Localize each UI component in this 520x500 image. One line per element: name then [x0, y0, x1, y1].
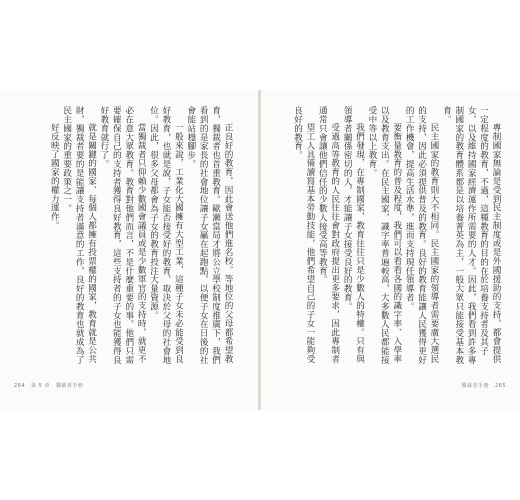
- left-paragraph-1: 正良好的教育，因此會送他們進名校。等地位的父母都希望教育，獨裁者也首重教育。歐瀬當局才將公立學校制度推廣下，我們看到的是家長的社會地位讓子女贏在起跑點，以便子女在日後的社會能站穩腳步。: [185, 106, 233, 365]
- right-paragraph-4: 我們發現，在專制國家，教育往往只是少數人的特權。只有與領導者關係密切的人，才能讓子女接受良好的教育。: [342, 106, 365, 364]
- left-paragraph-5: 好反映了國家的權力運作。: [49, 123, 60, 230]
- left-paragraph-3: 當獨裁者只仰賴少數國會議員或是少數軍官的支持時，就更不必在意大眾教育。教育對他們而言，不是什麼重要的事。他們只需要確保自己的支持者獲得良好教育，這些支持者的子女也能獲得良好教育就行了。: [98, 106, 147, 365]
- left-chapter-label: 第 5 章: [31, 383, 50, 389]
- right-paragraph-3: 要衡量教育的普及程度，我們可以看看各國的識字率、入學率以及教育支出。在民主國家，識字率普遍較高，大多數人民都能接受中等以上教育。: [366, 106, 402, 365]
- right-paragraph-5: 受過高等教育的人民往往會對政府提出更多要求，因此專制者通常只會讓他們信任的少數人接受高等教育。: [317, 106, 340, 364]
- left-page-number: 264: [14, 383, 26, 389]
- right-page-number: 265: [494, 383, 506, 389]
- right-paragraph-6: 望工人具備讀寫基本勞動技能，他們希望自己的子女一能夠受良好的教育。: [292, 106, 315, 364]
- left-page-footer: [14, 382, 89, 389]
- right-page-footer: [455, 382, 506, 389]
- left-book-title: 獨裁者手冊: [55, 383, 84, 389]
- left-paragraph-2: 一般來說，工業化大國擁有大型工業，這種子女未必能受到良好教育，也就是說，子女能否接受好的教育，取決於父母的社會地位。因此，很多父母都會為子女的教育投注大量資源。: [148, 106, 184, 365]
- right-paragraph-2: 民主國家的教育則大不相同。民主國家的領導者需要廣大選民的支持，因此必須提供普及的教育。良好的教育能讓人民獲得更好的工作機會，提高生活水準，進而支持現任領導者。: [404, 106, 439, 365]
- left-paragraph-4: 就是關鍵的國家、每個人都擁有投票權的國家，教育就是公共財，獨裁者要的是能讓支持者滿意的工作，良好的教育也就成為了民主國家的重要政策之一。: [61, 106, 97, 365]
- left-page-text: [12, 106, 234, 368]
- book-gutter: [258, 90, 261, 410]
- right-paragraph-1: 專制國家無論是受到民主制度或是外國援助的支持，都會提供一定程度的教育，不過，這種教育的目的在於培養支持者及其子女，以及維持國家經濟運作所需要的人才。因此，我們看到許多專制國家的教育體系都是以培養菁英為主，一般大眾只能接受基本教育。: [441, 106, 501, 365]
- right-book-title: 獨裁者手冊: [461, 383, 489, 389]
- right-page-text: [276, 106, 502, 368]
